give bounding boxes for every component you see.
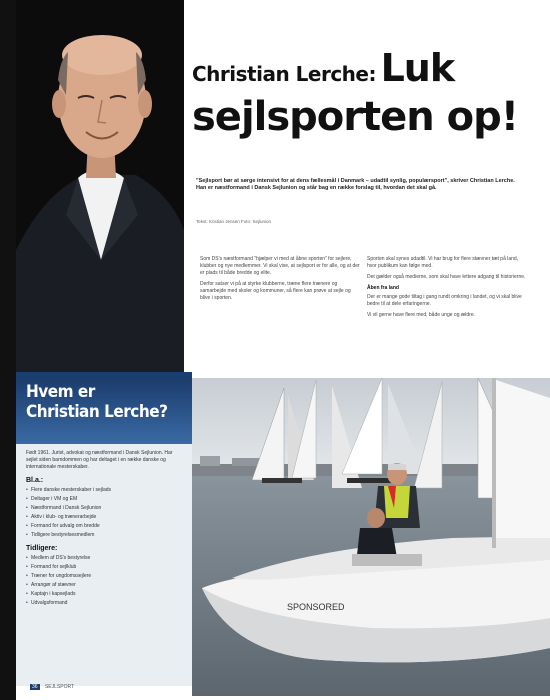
portrait-illustration (16, 0, 184, 372)
page-footer (30, 684, 74, 690)
paragraph: Vi vil gerne have flere med, både unge og ældre. (367, 312, 476, 318)
bio-sidebar (16, 372, 192, 686)
sidebar-list-1 (26, 487, 182, 539)
sidebar-body (16, 444, 192, 615)
title-line-2: sejlsporten op! (192, 94, 519, 140)
portrait-photo (16, 0, 184, 372)
sidebar-intro: Født 1961. Jurist, advokat og næstformand i Dansk Sejlunion. Har sejlet siden barndommen og har deltaget i en række danske og internationale mesterskaber. (26, 450, 173, 470)
list-item: • Næstformand i Dansk Sejlunion (26, 505, 182, 512)
sidebar-header (16, 376, 192, 444)
sidebar-title-line2: Christian Lerche? (26, 402, 168, 422)
list-item: • Arrangør af stævner (26, 582, 182, 589)
article-lead: "Sejlsport bør at sørge intensivt for at dens fællesmål i Danmark – udadtil synlig, populærsport", skriver Christian Lerche. Han er næstformand i Dansk Sejlunion og står bag en række forslag til, hvordan det skal gå. (196, 178, 515, 191)
list-item: • Træner for ungdomssejlere (26, 573, 182, 580)
body-column-2 (367, 256, 527, 323)
paragraph: Som DS's næstformand "hjælper vi med at åbne sporten" for sejlere, klubber og nye medlemmer. Vi skal vise, at sejlsport er for alle, og at der er plads til både bredde og elite. (200, 256, 360, 276)
left-black-strip (0, 0, 16, 700)
article-title (192, 46, 542, 140)
sidebar-heading-1: Bl.a.: (26, 477, 44, 484)
sidebar-title-line1: Hvem er (26, 382, 95, 402)
sidebar-list-2 (26, 555, 182, 607)
list-item: • Udvalgsformand (26, 600, 182, 607)
list-item: • Deltager i VM og EM (26, 496, 182, 503)
sailing-photo (192, 378, 550, 696)
list-item: • Aktiv i klub- og trænerarbejde (26, 514, 182, 521)
title-name: Christian Lerche: (192, 62, 376, 86)
column-subheading: Åben fra land (367, 285, 399, 291)
sailing-illustration (192, 378, 550, 696)
sidebar-heading-2: Tidligere: (26, 545, 58, 552)
sidebar-title (26, 382, 182, 422)
magazine-name: SEJLSPORT (44, 684, 75, 690)
title-line-1 (192, 46, 542, 94)
paragraph: Der er mange gode tiltag i gang rundt omkring i landet, og vi skal blive bedre til at dele erfaringerne. (367, 294, 522, 307)
list-item: • Kaptajn i kapsejlads (26, 591, 182, 598)
boat-name: SPONSORED (287, 602, 345, 612)
page-number: 36 (32, 684, 38, 690)
list-item: • Tidligere bestyrelsesmedlem (26, 532, 182, 539)
article-byline: Tekst: Kristian Jensen Foto: Sejlunion (196, 219, 272, 224)
paragraph: Det gælder også medierne, som skal have lettere adgang til historierne. (367, 274, 526, 280)
list-item: • Formand for sejlklub (26, 564, 182, 571)
paragraph: Derfor satser vi på at styrke klubberne, træne flere trænere og samarbejde med skoler og kommuner, så flere kan prøve at sejle og blive i sporten. (200, 281, 351, 301)
list-item: • Formand for udvalg om bredde (26, 523, 182, 530)
paragraph: Sporten skal synes udadtil. Vi har brug for flere stævner tæt på land, hvor publikum kan følge med. (367, 256, 519, 269)
list-item: • Medlem af DS's bestyrelse (26, 555, 182, 562)
list-item: • Flere danske mesterskaber i sejlads (26, 487, 182, 494)
title-rest: Luk (380, 46, 455, 90)
body-column-1 (200, 256, 360, 306)
